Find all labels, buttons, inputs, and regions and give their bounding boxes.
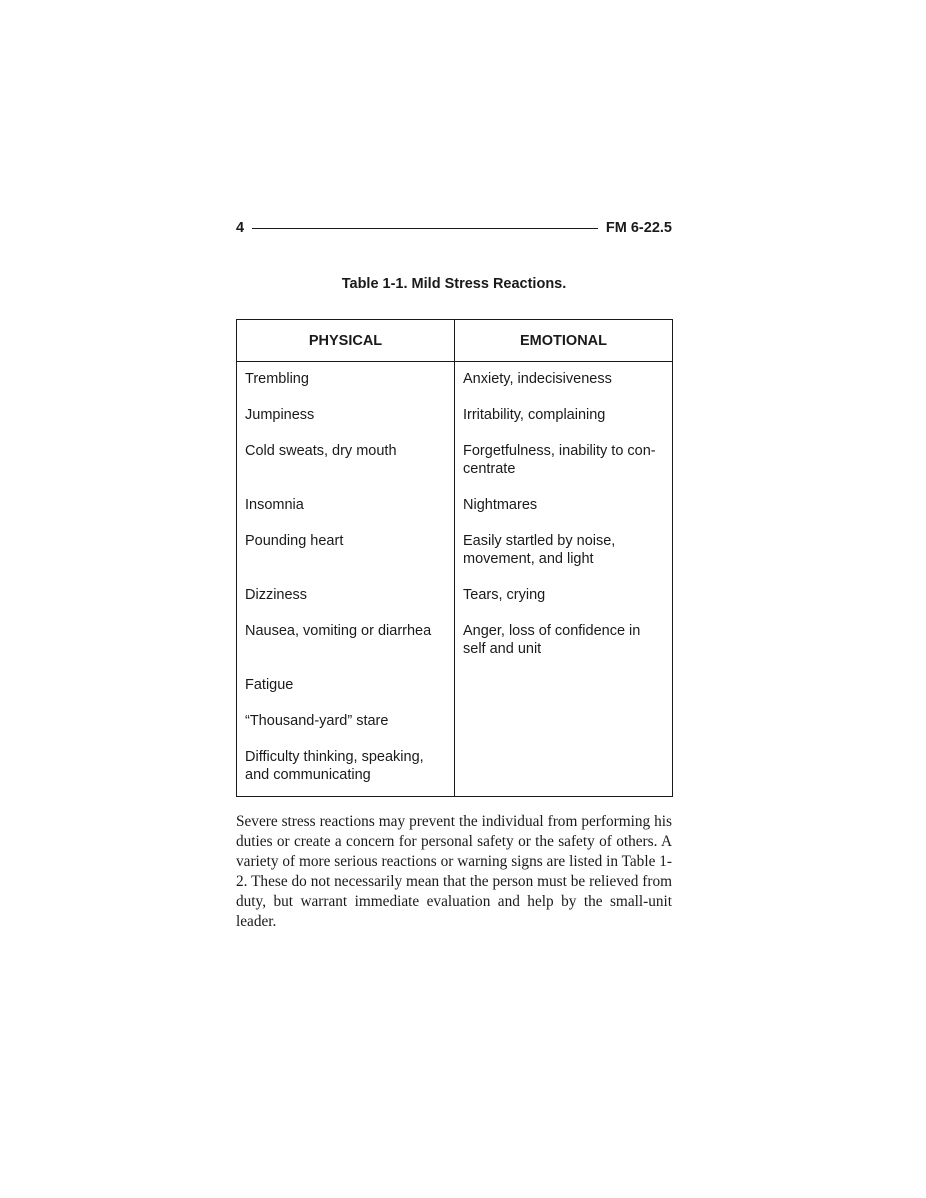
emotional-reaction-item: Nightmares [463, 497, 538, 513]
emotional-reaction-item: Easily startled by noise, movement, and light [463, 533, 616, 567]
stress-reactions-table [236, 319, 673, 797]
physical-reaction-item: Fatigue [245, 677, 294, 693]
page-number: 4 [236, 220, 245, 236]
column-header-emotional: EMOTIONAL [455, 320, 673, 362]
emotional-column [455, 362, 673, 797]
emotional-reaction-item [463, 748, 664, 788]
physical-reaction-item: Dizziness [245, 587, 308, 603]
physical-reaction-item: Difficulty thinking, speaking, and communicating [245, 749, 424, 783]
table-title: Table 1-1. Mild Stress Reactions. [341, 276, 567, 292]
physical-reaction-item: Cold sweats, dry mouth [245, 443, 397, 459]
emotional-reaction-item: Irritability, complaining [463, 407, 606, 423]
document-id: FM 6-22.5 [605, 220, 672, 236]
physical-column [237, 362, 455, 797]
emotional-reaction-item: Tears, crying [463, 587, 546, 603]
body-paragraph: Severe stress reactions may prevent the individual from performing his duties or create a concern for personal safety or the safety of others. A variety of more serious reactions or warning signs are listed in Table 1-2. These do not necessarily mean that the person must be relieved from duty, but warrant immediate evaluation and help by the small-unit leader. [236, 813, 672, 930]
physical-reaction-item: Jumpiness [245, 407, 315, 423]
emotional-reaction-item: Anger, loss of confidence in self and unit [463, 623, 641, 657]
physical-reaction-item: Insomnia [245, 497, 304, 513]
emotional-reaction-item: Anxiety, indecisiveness [463, 371, 612, 387]
table-body-row [237, 362, 673, 797]
column-header-physical: PHYSICAL [237, 320, 455, 362]
physical-reaction-item: Trembling [245, 371, 309, 387]
physical-reaction-item: Pounding heart [245, 533, 344, 549]
emotional-reaction-item: Forgetfulness, inability to con- centrate [463, 443, 656, 477]
emotional-reaction-item [463, 676, 664, 712]
table-header-row [237, 320, 673, 362]
physical-reaction-item: “Thousand-yard” stare [245, 713, 389, 729]
header-rule [252, 228, 598, 229]
page-header [236, 219, 672, 237]
physical-reaction-item: Nausea, vomiting or diarrhea [245, 623, 432, 639]
emotional-reaction-item [463, 712, 664, 748]
